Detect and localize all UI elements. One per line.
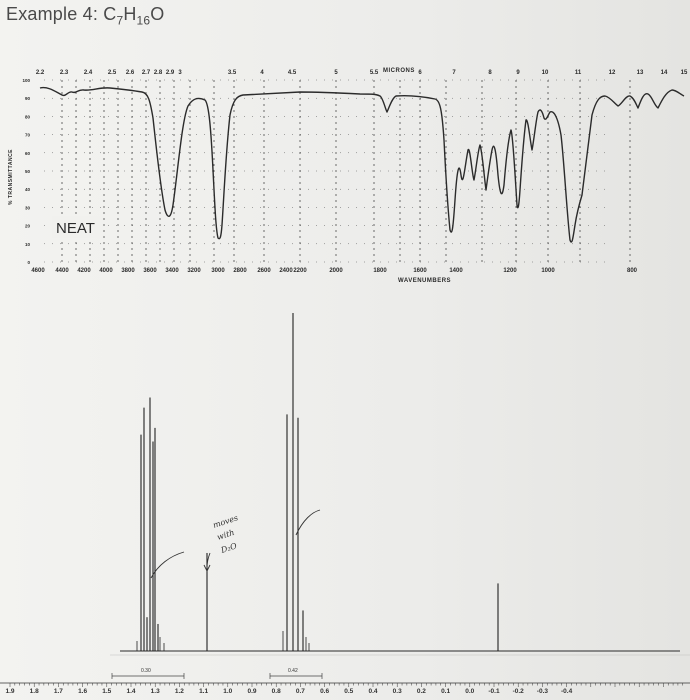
ir-micron-tick-label: 2.5 <box>107 70 117 76</box>
ir-wavenumber-tick-label: 4600 <box>31 268 45 274</box>
nmr-ppm-tick-label: 0.6 <box>320 688 330 695</box>
ir-wavenumber-tick-label: 1200 <box>503 268 517 274</box>
ir-micron-tick-label: 5 <box>334 70 338 76</box>
nmr-ppm-tick-label: 1.1 <box>199 688 209 695</box>
nmr-ppm-tick-label: 0.5 <box>344 688 354 695</box>
ir-trace <box>40 88 684 242</box>
integral-curve-2 <box>296 510 320 535</box>
ir-wavenumber-tick-label: 3200 <box>187 268 201 274</box>
annotation-line-2: with <box>215 527 236 542</box>
nmr-ppm-tick-label: 1.2 <box>174 688 184 695</box>
ir-micron-tick-label: 9 <box>516 70 520 76</box>
ir-wavenumber-tick-label: 4400 <box>55 268 69 274</box>
nmr-spectrum <box>0 313 690 695</box>
ir-micron-tick-label: 3.5 <box>227 70 237 76</box>
ir-wavenumber-tick-label: 3000 <box>211 268 225 274</box>
ir-left-scale-label: 50 <box>24 169 30 174</box>
ir-micron-tick-label: 6 <box>418 70 422 76</box>
nmr-ppm-tick-label: 1.9 <box>5 688 15 695</box>
nmr-axis <box>0 683 690 695</box>
ir-micron-tick-label: 13 <box>636 70 644 76</box>
ir-left-scale-label: 40 <box>24 187 30 193</box>
ir-left-scale-label: 10 <box>24 241 30 247</box>
handwritten-annotation <box>151 510 320 578</box>
ir-wavenumber-tick-label: 2800 <box>233 268 247 274</box>
ir-spectrum <box>8 68 688 284</box>
ir-micron-tick-label: 15 <box>680 70 688 76</box>
ir-transmittance-label: % TRANSMITTANCE <box>8 148 14 205</box>
nmr-ppm-tick-label: 0.0 <box>465 688 475 695</box>
integral-1 <box>112 668 184 679</box>
nmr-ppm-tick-label: 1.4 <box>126 688 136 695</box>
ir-wavenumber-tick-label: 4200 <box>77 268 91 274</box>
ir-left-scale-label: 20 <box>24 223 30 229</box>
ir-micron-tick-label: 2.2 <box>35 70 45 76</box>
nmr-ppm-tick-label: 0.2 <box>416 688 426 695</box>
ir-micron-tick-label: 2.7 <box>141 70 151 76</box>
ir-micron-tick-label: 2.4 <box>83 70 93 76</box>
ir-micron-tick-label: 2.6 <box>125 70 135 76</box>
integral-curve-1 <box>151 552 184 578</box>
ir-micron-tick-label: 2.9 <box>165 70 175 76</box>
annotation-line-1: moves <box>211 513 240 530</box>
ir-micron-tick-label: 10 <box>541 70 549 76</box>
nmr-ppm-tick-label: 1.6 <box>78 688 88 695</box>
annotation-line-3: D₂O <box>219 541 239 555</box>
nmr-ppm-tick-label: 1.8 <box>29 688 39 695</box>
ir-micron-tick-label: 3 <box>178 70 182 76</box>
nmr-ppm-tick-label: 0.3 <box>392 688 402 695</box>
ir-left-scale-label: 60 <box>24 150 30 156</box>
ir-microns-label: MICRONS <box>383 68 415 74</box>
nmr-ppm-tick-label: 0.1 <box>441 688 451 695</box>
ir-micron-tick-label: 4 <box>260 70 264 76</box>
ir-left-scale-label: 100 <box>22 78 30 83</box>
ir-wavenumber-tick-label: 3600 <box>143 268 157 274</box>
neat-label: NEAT <box>56 220 95 237</box>
nmr-ppm-tick-label: -0.2 <box>512 688 524 695</box>
nmr-ppm-tick-label: -0.3 <box>536 688 549 695</box>
ir-micron-tick-label: 12 <box>608 70 616 76</box>
ir-micron-tick-label: 7 <box>452 70 456 76</box>
ir-wavenumber-tick-label: 2000 <box>329 268 343 274</box>
ir-left-scale <box>22 78 30 265</box>
nmr-ppm-tick-label: 0.8 <box>271 688 281 695</box>
title-sub-h: 16 <box>136 13 151 28</box>
ir-grid <box>44 80 630 262</box>
nmr-ppm-tick-label: -0.4 <box>560 688 573 695</box>
title-formula-h: H <box>123 4 137 24</box>
ir-wavenumber-tick-label: 2600 <box>257 268 271 274</box>
ir-micron-tick-label: 5.5 <box>369 70 379 76</box>
ir-micron-tick-label: 2.3 <box>59 70 69 76</box>
ir-wavenumber-tick-label: 800 <box>626 268 638 274</box>
nmr-ppm-tick-label: 0.4 <box>368 688 378 695</box>
ir-left-scale-label: 70 <box>24 132 30 138</box>
nmr-ppm-tick-label: 1.3 <box>150 688 160 695</box>
ir-micron-tick-label: 11 <box>574 70 582 76</box>
title-formula-c: Example 4: C <box>6 4 117 24</box>
nmr-ppm-tick-label: 0.7 <box>295 688 305 695</box>
nmr-peaks <box>137 313 498 651</box>
nmr-ppm-tick-label: 0.9 <box>247 688 257 695</box>
ir-wavenumber-tick-label: 4000 <box>99 268 113 274</box>
ir-wavenumber-tick-label: 3800 <box>121 268 135 274</box>
integral-1-value: 0.30 <box>141 668 151 674</box>
title-formula-o: O <box>150 4 165 24</box>
ir-micron-tick-label: 2.8 <box>153 70 163 76</box>
nmr-ppm-tick-label: 1.7 <box>53 688 63 695</box>
ir-left-scale-label: 90 <box>24 96 30 102</box>
nmr-ppm-tick-label: -0.1 <box>488 688 500 695</box>
ir-wavenumber-tick-label: 1600 <box>413 268 427 274</box>
ir-wavenumber-tick-label: 2200 <box>293 268 307 274</box>
ir-wavenumbers-label: WAVENUMBERS <box>398 278 452 284</box>
ir-micron-tick-label: 4.5 <box>287 70 297 76</box>
ir-wavenumber-tick-label: 1400 <box>449 268 463 274</box>
ir-wavenumber-tick-label: 2400 <box>279 268 293 274</box>
ir-left-scale-label: 0 <box>27 260 30 265</box>
ir-wavenumber-tick-label: 3400 <box>165 268 179 274</box>
ir-wavenumber-ticks <box>31 268 637 274</box>
title-sub-c: 7 <box>116 13 124 28</box>
integral-2-value: 0.42 <box>288 668 298 674</box>
nmr-ppm-tick-label: 1.5 <box>102 688 112 695</box>
ir-micron-tick-label: 14 <box>660 70 668 76</box>
ir-micron-ticks <box>36 70 688 76</box>
ir-wavenumber-tick-label: 1800 <box>373 268 387 274</box>
ir-micron-tick-label: 8 <box>488 70 492 76</box>
ir-wavenumber-tick-label: 1000 <box>541 268 555 274</box>
nmr-ppm-tick-label: 1.0 <box>223 688 233 695</box>
ir-left-scale-label: 80 <box>24 114 30 120</box>
ir-left-scale-label: 30 <box>24 205 30 211</box>
integral-2 <box>270 668 322 679</box>
